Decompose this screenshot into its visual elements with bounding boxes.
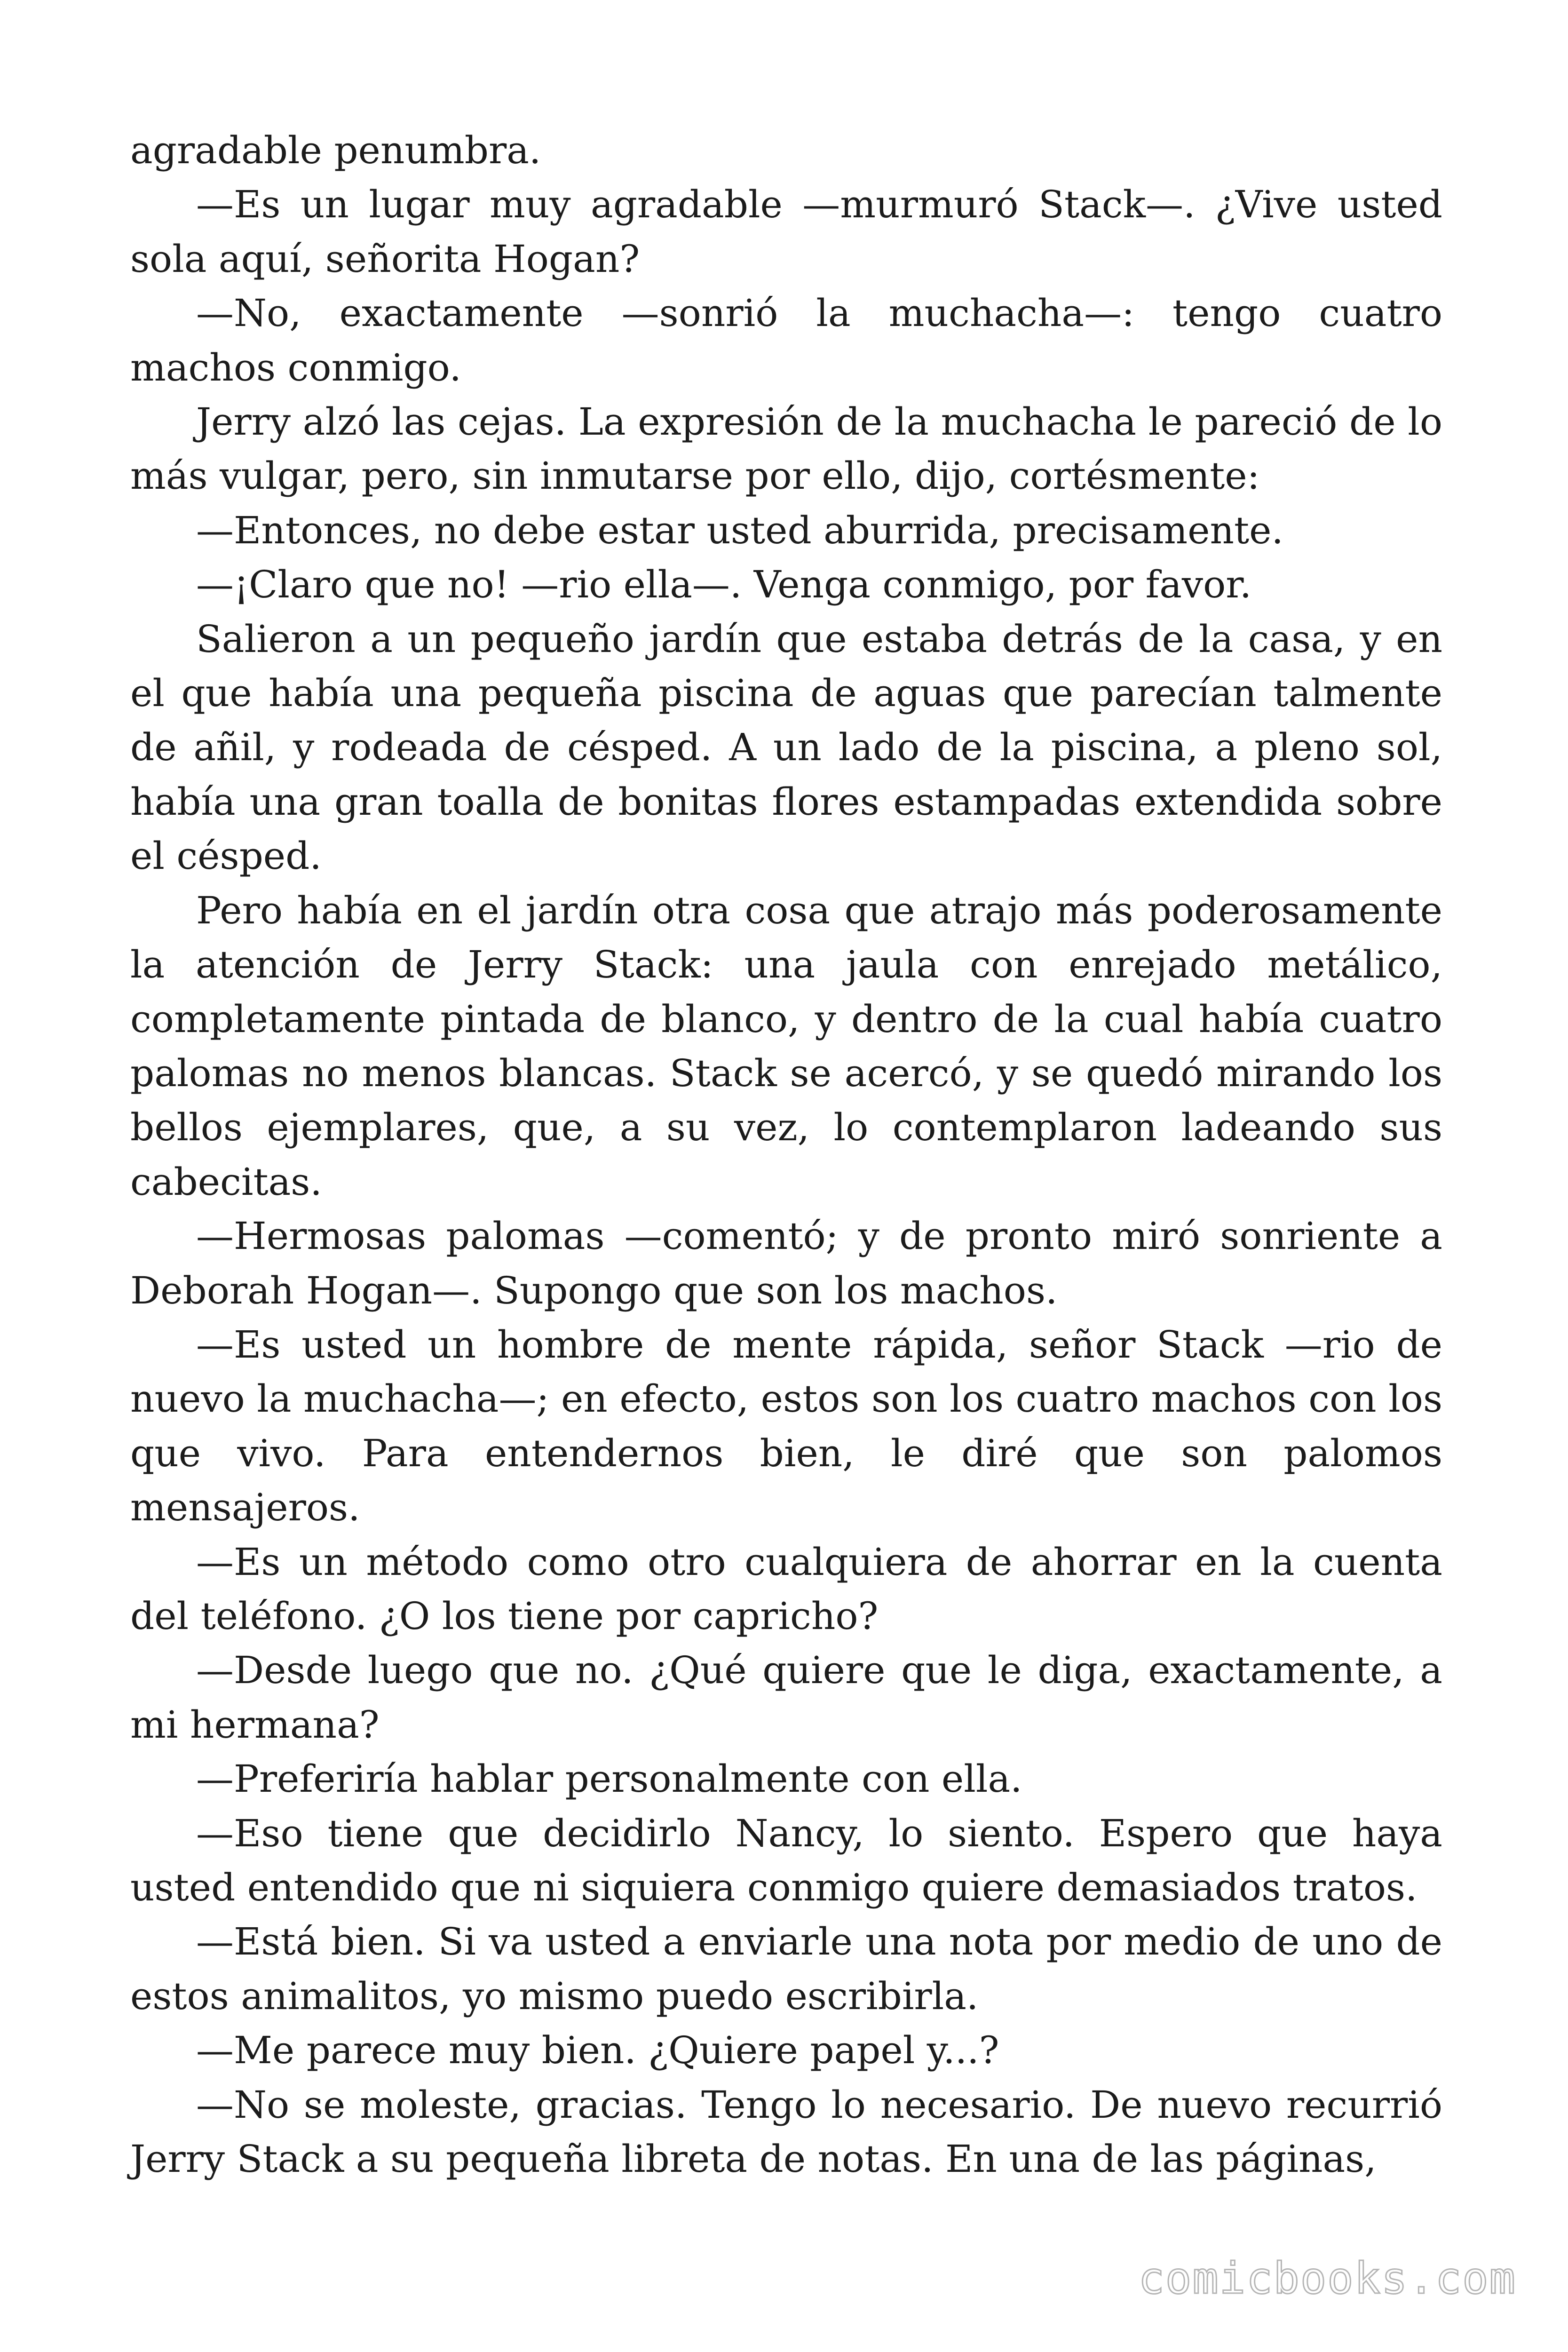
paragraph-4: Jerry alzó las cejas. La expresión de la muchacha le pareció de lo más vulgar, pero, sin inmutarse por ello, dijo, cortésmente: [130,400,1442,498]
paragraph-15: —Está bien. Si va usted a enviarle una nota por medio de uno de estos animalitos, yo mismo puedo escribirla. [130,1920,1442,2018]
paragraph-3: —No, exactamente —sonrió la muchacha—: tengo cuatro machos conmigo. [130,291,1442,389]
watermark: comicbooks.com [1138,2253,1516,2304]
paragraph-12: —Desde luego que no. ¿Qué quiere que le diga, exactamente, a mi hermana? [130,1648,1442,1747]
paragraph-8: Pero había en el jardín otra cosa que atrajo más poderosamente la atención de Jerry Stack: una jaula con enrejado metálico, completamente pintada de blanco, y dentro de la cual había cuatro palomas no menos blancas. Stack se acercó, y se quedó mirando los bellos ejemplares, que, a su vez, lo contemplaron ladeando sus cabecitas. [130,888,1442,1204]
body-text [130,123,1442,2186]
paragraph-2: —Es un lugar muy agradable —murmuró Stack—. ¿Vive usted sola aquí, señorita Hogan? [130,183,1442,281]
paragraph-17: —No se moleste, gracias. Tengo lo necesario. De nuevo recurrió Jerry Stack a su pequeña libreta de notas. En una de las páginas, [130,2082,1442,2181]
paragraph-10: —Es usted un hombre de mente rápida, señor Stack —rio de nuevo la muchacha—; en efecto, estos son los cuatro machos con los que vivo. Para entendernos bien, le diré que son palomos mensajeros. [130,1322,1442,1530]
paragraph-5: —Entonces, no debe estar usted aburrida, precisamente. [196,508,1283,552]
paragraph-6: —¡Claro que no! —rio ella—. Venga conmigo, por favor. [196,563,1252,607]
paragraph-14: —Eso tiene que decidirlo Nancy, lo siento. Espero que haya usted entendido que ni siquiera conmigo quiere demasiados tratos. [130,1811,1442,1909]
paragraph-16: —Me parece muy bien. ¿Quiere papel y...? [196,2028,999,2073]
paragraph-11: —Es un método como otro cualquiera de ahorrar en la cuenta del teléfono. ¿O los tiene por capricho? [130,1540,1442,1638]
paragraph-7: Salieron a un pequeño jardín que estaba detrás de la casa, y en el que había una pequeña piscina de aguas que parecían talmente de añil, y rodeada de césped. A un lado de la piscina, a pleno sol, había una gran toalla de bonitas flores estampadas extendida sobre el césped. [130,617,1442,878]
paragraph-9: —Hermosas palomas —comentó; y de pronto miró sonriente a Deborah Hogan—. Supongo que son los machos. [130,1214,1442,1312]
paragraph-1: agradable penumbra. [130,128,541,172]
paragraph-13: —Preferiría hablar personalmente con ella. [196,1757,1022,1801]
